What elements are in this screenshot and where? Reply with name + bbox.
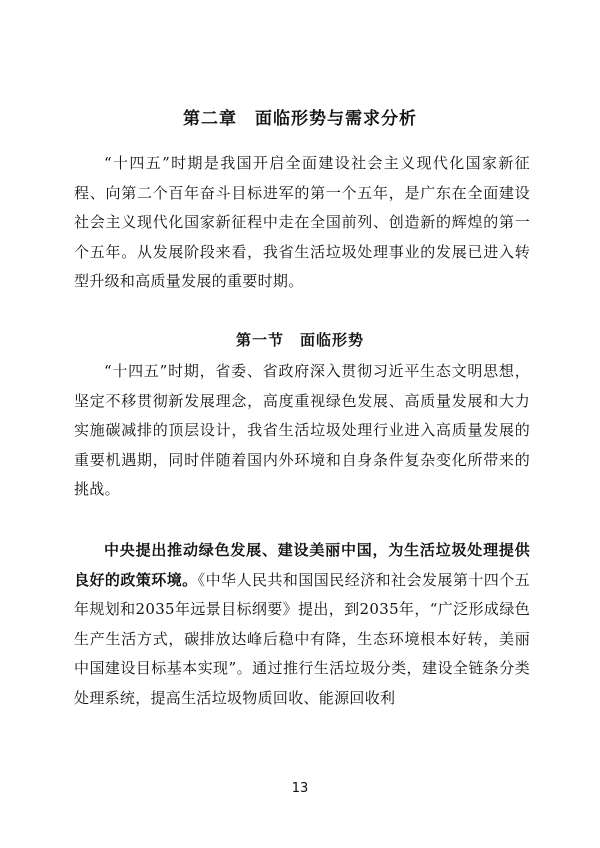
section-paragraph: “十四五”时期，省委、省政府深入贯彻习近平生态文明思想，坚定不移贯彻新发展理念，高度重视绿色发展、高质量发展和大力实施碳减排的顶层设计，我省生活垃圾处理行业进入高质量发展的重要机遇期，同时伴随着国内外环境和自身条件复杂变化所带来的挑战。 xyxy=(74,362,530,498)
chapter-title: 第二章 面临形势与需求分析 xyxy=(183,109,417,129)
page-number: 13 xyxy=(291,781,309,796)
section-title: 第一节 面临形势 xyxy=(235,331,364,349)
policy-paragraph xyxy=(74,536,530,713)
intro-paragraph: “十四五”时期是我国开启全面建设社会主义现代化国家新征程、向第二个百年奋斗目标进军的第一个五年，是广东在全面建设社会主义现代化国家新征程中走在全国前列、创造新的辉煌的第一个五年。从发展阶段来看，我省生活垃圾处理事业的发展已进入转型升级和高质量发展的重要时期。 xyxy=(74,154,530,290)
policy-body-text: 《中华人民共和国国民经济和社会发展第十四个五年规划和2035年远景目标纲要》提出，到2035年，“广泛形成绿色生产生活方式，碳排放达峰后稳中有降，生态环境根本好转，美丽中国建设目标基本实现”。通过推行生活垃圾分类，建设全链条分类处理系统，提高生活垃圾物质回收、能源回收利 xyxy=(74,570,530,707)
policy-lead-sentence: 中央提出推动绿色发展、建设美丽中国，为生活垃圾处理提供良好的政策环境。 xyxy=(74,541,530,589)
